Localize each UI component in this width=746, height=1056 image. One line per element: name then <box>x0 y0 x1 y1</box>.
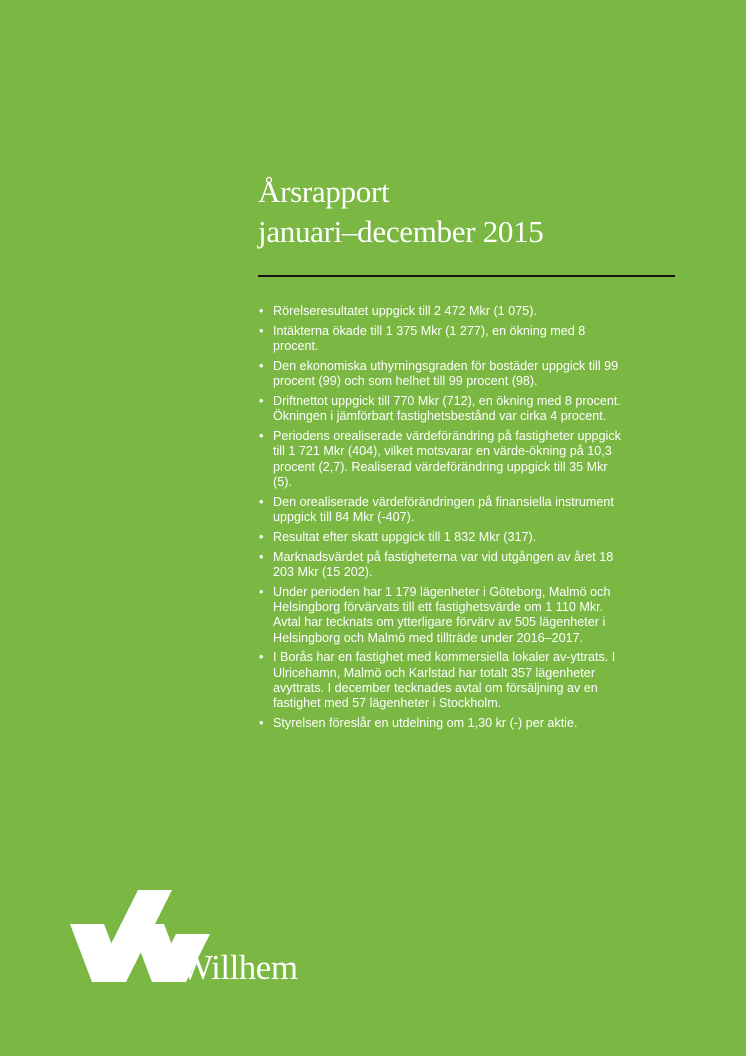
highlights-list <box>258 304 628 736</box>
report-title-line-2: januari–december 2015 <box>258 214 544 249</box>
highlight-text: Under perioden har 1 179 lägenheter i Göteborg, Malmö och Helsingborg förvärvats till ett fastighetsvärde om 1 110 Mkr. Avtal har tecknats om ytterligare förvärv av 505 lägenheter i Helsingborg och Malmö med tillträde under 2016–2017. <box>273 584 611 645</box>
bullet-dot: • <box>259 429 264 444</box>
bullet-dot: • <box>259 358 264 373</box>
highlight-text: Intäkterna ökade till 1 375 Mkr (1 277), en ökning med 8 procent. <box>273 323 586 354</box>
highlight-text: Driftnettot uppgick till 770 Mkr (712), en ökning med 8 procent. Ökningen i jämförbart fastighetsbestånd var cirka 4 procent. <box>273 393 621 424</box>
report-title-line-1: Årsrapport <box>258 174 390 209</box>
brand-name: Willhem <box>180 948 298 987</box>
highlight-item <box>258 716 628 731</box>
title-divider <box>258 275 675 277</box>
highlight-text: Den orealiserade värdeförändringen på finansiella instrument uppgick till 84 Mkr (-407). <box>273 494 614 525</box>
bullet-dot: • <box>259 549 264 564</box>
highlight-text: Den ekonomiska uthyrningsgraden för bostäder uppgick till 99 procent (99) och som helhet till 99 procent (98). <box>273 358 619 389</box>
report-title <box>258 172 688 252</box>
bullet-dot: • <box>259 529 264 544</box>
bullet-dot: • <box>259 650 264 665</box>
highlight-text: Resultat efter skatt uppgick till 1 832 Mkr (317). <box>273 529 537 544</box>
highlight-text: Styrelsen föreslår en utdelning om 1,30 kr (-) per aktie. <box>273 716 578 731</box>
highlight-text: Periodens orealiserade värdeförändring på fastigheter uppgick till 1 721 Mkr (404), vilket motsvarar en värde-ökning på 10,3 procent (2,7). Realiserad värdeförändring uppgick till 35 Mkr (5). <box>273 429 621 489</box>
highlight-item <box>258 585 628 646</box>
highlight-item <box>258 304 628 319</box>
bullet-dot: • <box>259 393 264 408</box>
highlight-item <box>258 359 628 390</box>
highlight-item <box>258 530 628 545</box>
bullet-dot: • <box>259 494 264 509</box>
bullet-dot: • <box>259 304 264 318</box>
highlight-text: Rörelseresultatet uppgick till 2 472 Mkr (1 075). <box>273 304 537 318</box>
highlight-text: I Borås har en fastighet med kommersiella lokaler av-yttrats. I Ulricehamn, Malmö och Karlstad har totalt 357 lägenheter avyttrats. I december tecknades avtal om försäljning av en fastighet med 57 lägenheter i Stockholm. <box>273 650 616 711</box>
highlight-item <box>258 550 628 581</box>
highlight-item <box>258 429 628 490</box>
bullet-dot: • <box>259 323 264 338</box>
bullet-dot: • <box>259 716 264 731</box>
highlight-text: Marknadsvärdet på fastigheterna var vid utgången av året 18 203 Mkr (15 202). <box>273 549 614 579</box>
highlight-item <box>258 324 628 355</box>
bullet-dot: • <box>259 584 264 599</box>
highlight-item <box>258 650 628 711</box>
highlight-item <box>258 394 628 425</box>
highlight-item <box>258 495 628 526</box>
